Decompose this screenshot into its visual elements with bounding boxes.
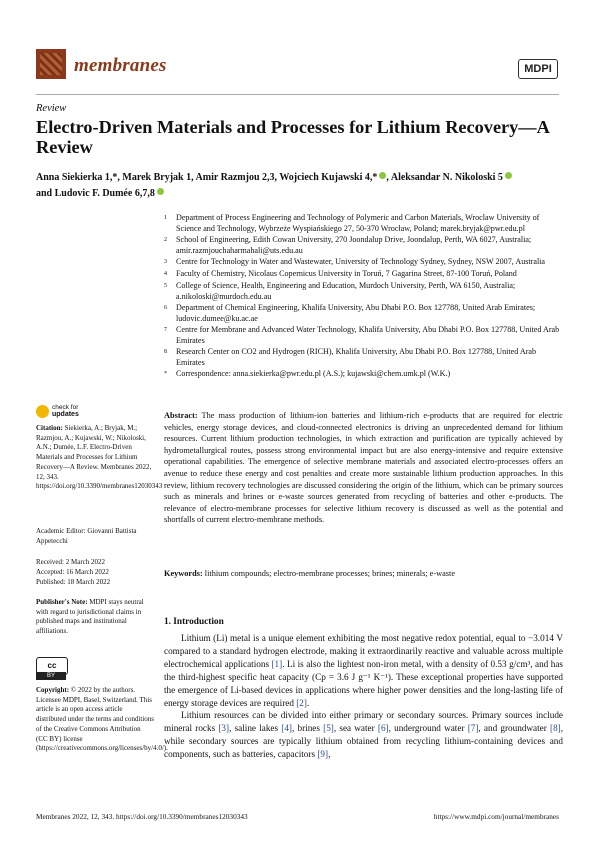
paragraph: Lithium resources can be divided into either primary or secondary sources. Primary sources include mineral rocks [3], saline lakes [4], brines [5], sea water [6], underground water [7], and groundwater [8], while secondary sources are typically lithium obtained from recycling lithium-containing devices and components, such as batteries, capacitors [9], [164, 710, 564, 760]
paragraph: Lithium (Li) metal is a unique element exhibiting the most negative redox potential, equal to −3.014 V compared to a standard hydrogen electrode, making it extraordinarily reactive and valuable across multiple electrochemical applications [1]. Li is also the lightest non-iron metal, with a density of 0.53 g/cm³, and has the third-highest specific heat capacity (Cp = 3.6 J g⁻¹ K⁻¹). These exceptional properties have supported the emergence of Li-based devices in applications where higher power densities and the long-lasting life of energy storage devices are required [2]. [164, 633, 563, 708]
keywords: Keywords: lithium compounds; electro-membrane processes; brines; minerals; e-waste [164, 569, 456, 578]
reference-link[interactable]: [4] [281, 723, 292, 734]
affiliations [164, 212, 564, 380]
page-footer [36, 812, 559, 821]
affiliation-item: 3 Centre for Technology in Water and Wastewater, University of Technology Sydney, Sydney, NSW 2007, Australia [164, 257, 546, 266]
correspondence: * Correspondence: anna.siekierka@pwr.edu.pl (A.S.); kujawski@chem.umk.pl (W.K.) [164, 369, 451, 378]
authors-line-2: and Ludovic F. Dumée 6,7,8 [36, 188, 155, 199]
orcid-icon[interactable] [505, 172, 512, 179]
cc-by-icon: BY [36, 672, 66, 680]
authors-line-1b: , Aleksandar N. Nikoloski 5 [386, 172, 503, 183]
academic-editor: Academic Editor: Giovanni Battista Appetecchi [36, 527, 137, 545]
reference-link[interactable]: [3] [218, 723, 230, 734]
journal-name[interactable]: membranes [74, 55, 167, 76]
publisher-note: Publisher's Note: MDPI stays neutral with regard to jurisdictional claims in published maps and institutional affiliations. [36, 598, 144, 636]
reference-link[interactable]: [1] [271, 658, 283, 669]
journal-logo-icon [36, 49, 66, 79]
section-heading: 1. Introduction [164, 617, 224, 627]
copyright: Copyright: © 2022 by the authors. Licensee MDPI, Basel, Switzerland. This article is an open access article distributed under the terms and conditions of the Creative Commons Attribution (CC BY) license (https://creativecommons.org/licenses/by/4.0/). [36, 686, 168, 753]
header-divider [36, 94, 559, 95]
footer-citation[interactable]: Membranes 2022, 12, 343. https://doi.org/10.3390/membranes12030343 [36, 812, 248, 821]
cc-license-icon[interactable]: cc [36, 657, 68, 675]
affiliation-item: 1 Department of Process Engineering and Technology of Polymeric and Carbon Materials, Wroclaw University of Science and Technology, Wybrzeże Wyspiańskiego 27, 50-370 Wrocław, Poland; marek.bryjak@pwr.edu.pl [164, 213, 540, 233]
reference-link[interactable]: [5] [323, 723, 334, 734]
reference-link[interactable]: [9] [317, 749, 329, 760]
citation: Citation: Siekierka, A.; Bryjak, M.; Razmjou, A.; Kujawski, W.; Nikoloski, A.N.; Dumée, L.F. Electro-Driven Materials and Processes for Lithium Recovery—A Review. Membranes 2022, 12, 343. https://doi.org/10.3390/membranes12030343 [36, 424, 163, 491]
article-type: Review [36, 103, 67, 114]
affiliation-item: 5 College of Science, Health, Engineering and Education, Murdoch University, Perth, WA 6150, Australia; a.nikoloski@murdoch.edu.au [164, 281, 516, 301]
footer-journal-url[interactable]: https://www.mdpi.com/journal/membranes [433, 812, 559, 821]
reference-link[interactable]: [7] [467, 723, 479, 734]
affiliation-item: 7 Centre for Membrane and Advanced Water Technology, Khalifa University, Abu Dhabi P.O. Box 127788, United Arab Emirates [164, 325, 560, 345]
article-title: Electro-Driven Materials and Processes for Lithium Recovery—A Review [36, 117, 549, 157]
affiliation-item: 8 Research Center on CO2 and Hydrogen (RICH), Khalifa University, Abu Dhabi P.O. Box 127788, United Arab Emirates [164, 347, 537, 367]
accepted-date: Accepted: 16 March 2022 [36, 568, 109, 576]
affiliation-item: 6 Department of Chemical Engineering, Khalifa University, Abu Dhabi P.O. Box 127788, United Arab Emirates; ludovic.dumee@ku.ac.ae [164, 303, 536, 323]
check-updates-icon [36, 405, 49, 418]
author-list [36, 170, 561, 202]
affiliation-item: 2 School of Engineering, Edith Cowan University, 270 Joondalup Drive, Joondalup, Perth, WA 6027, Australia; amir.razmjouchaharmahali@uts.edu.au [164, 235, 532, 255]
reference-link[interactable]: [8] [550, 723, 561, 734]
authors-line-1: Anna Siekierka 1,*, Marek Bryjak 1, Amir Razmjou 2,3, Wojciech Kujawski 4,* [36, 172, 378, 183]
introduction-body [164, 632, 563, 761]
orcid-icon[interactable] [157, 188, 164, 195]
received-date: Received: 2 March 2022 [36, 558, 106, 566]
reference-link[interactable]: [6] [377, 723, 389, 734]
check-for-updates-button[interactable]: check for updates [36, 402, 79, 420]
publisher-logo[interactable]: MDPI [518, 59, 558, 79]
affiliation-item: 4 Faculty of Chemistry, Nicolaus Copernicus University in Toruń, 7 Gagarina Street, 87-100 Toruń, Poland [164, 269, 517, 278]
published-date: Published: 18 March 2022 [36, 578, 111, 586]
abstract: Abstract: The mass production of lithium-ion batteries and lithium-rich e-products that are required for electric vehicles, energy storage devices, and cloud-connected electronics is driving an unprecedented demand for lithium resources. Current lithium production technologies, in which extraction and purification are typically achieved by hydrometallurgical routes, possess strong environmental impact but are also energy-intensive and require extensive operational capabilities. The emergence of selective membrane materials and associated electro-processes offers an avenue to reduce these energy and cost penalties and create more sustainable lithium production approaches. In this review, lithium recovery technologies are discussed considering the origin of the lithium, which can be primary sources such as minerals and brines or e-waste sources generated from recycling of batteries and other e-products. The relevance of electro-membrane processes for selective lithium recovery is discussed as well as the potential and shortfalls of current electro-membrane methods. [164, 411, 563, 525]
reference-link[interactable]: [2] [296, 697, 307, 708]
